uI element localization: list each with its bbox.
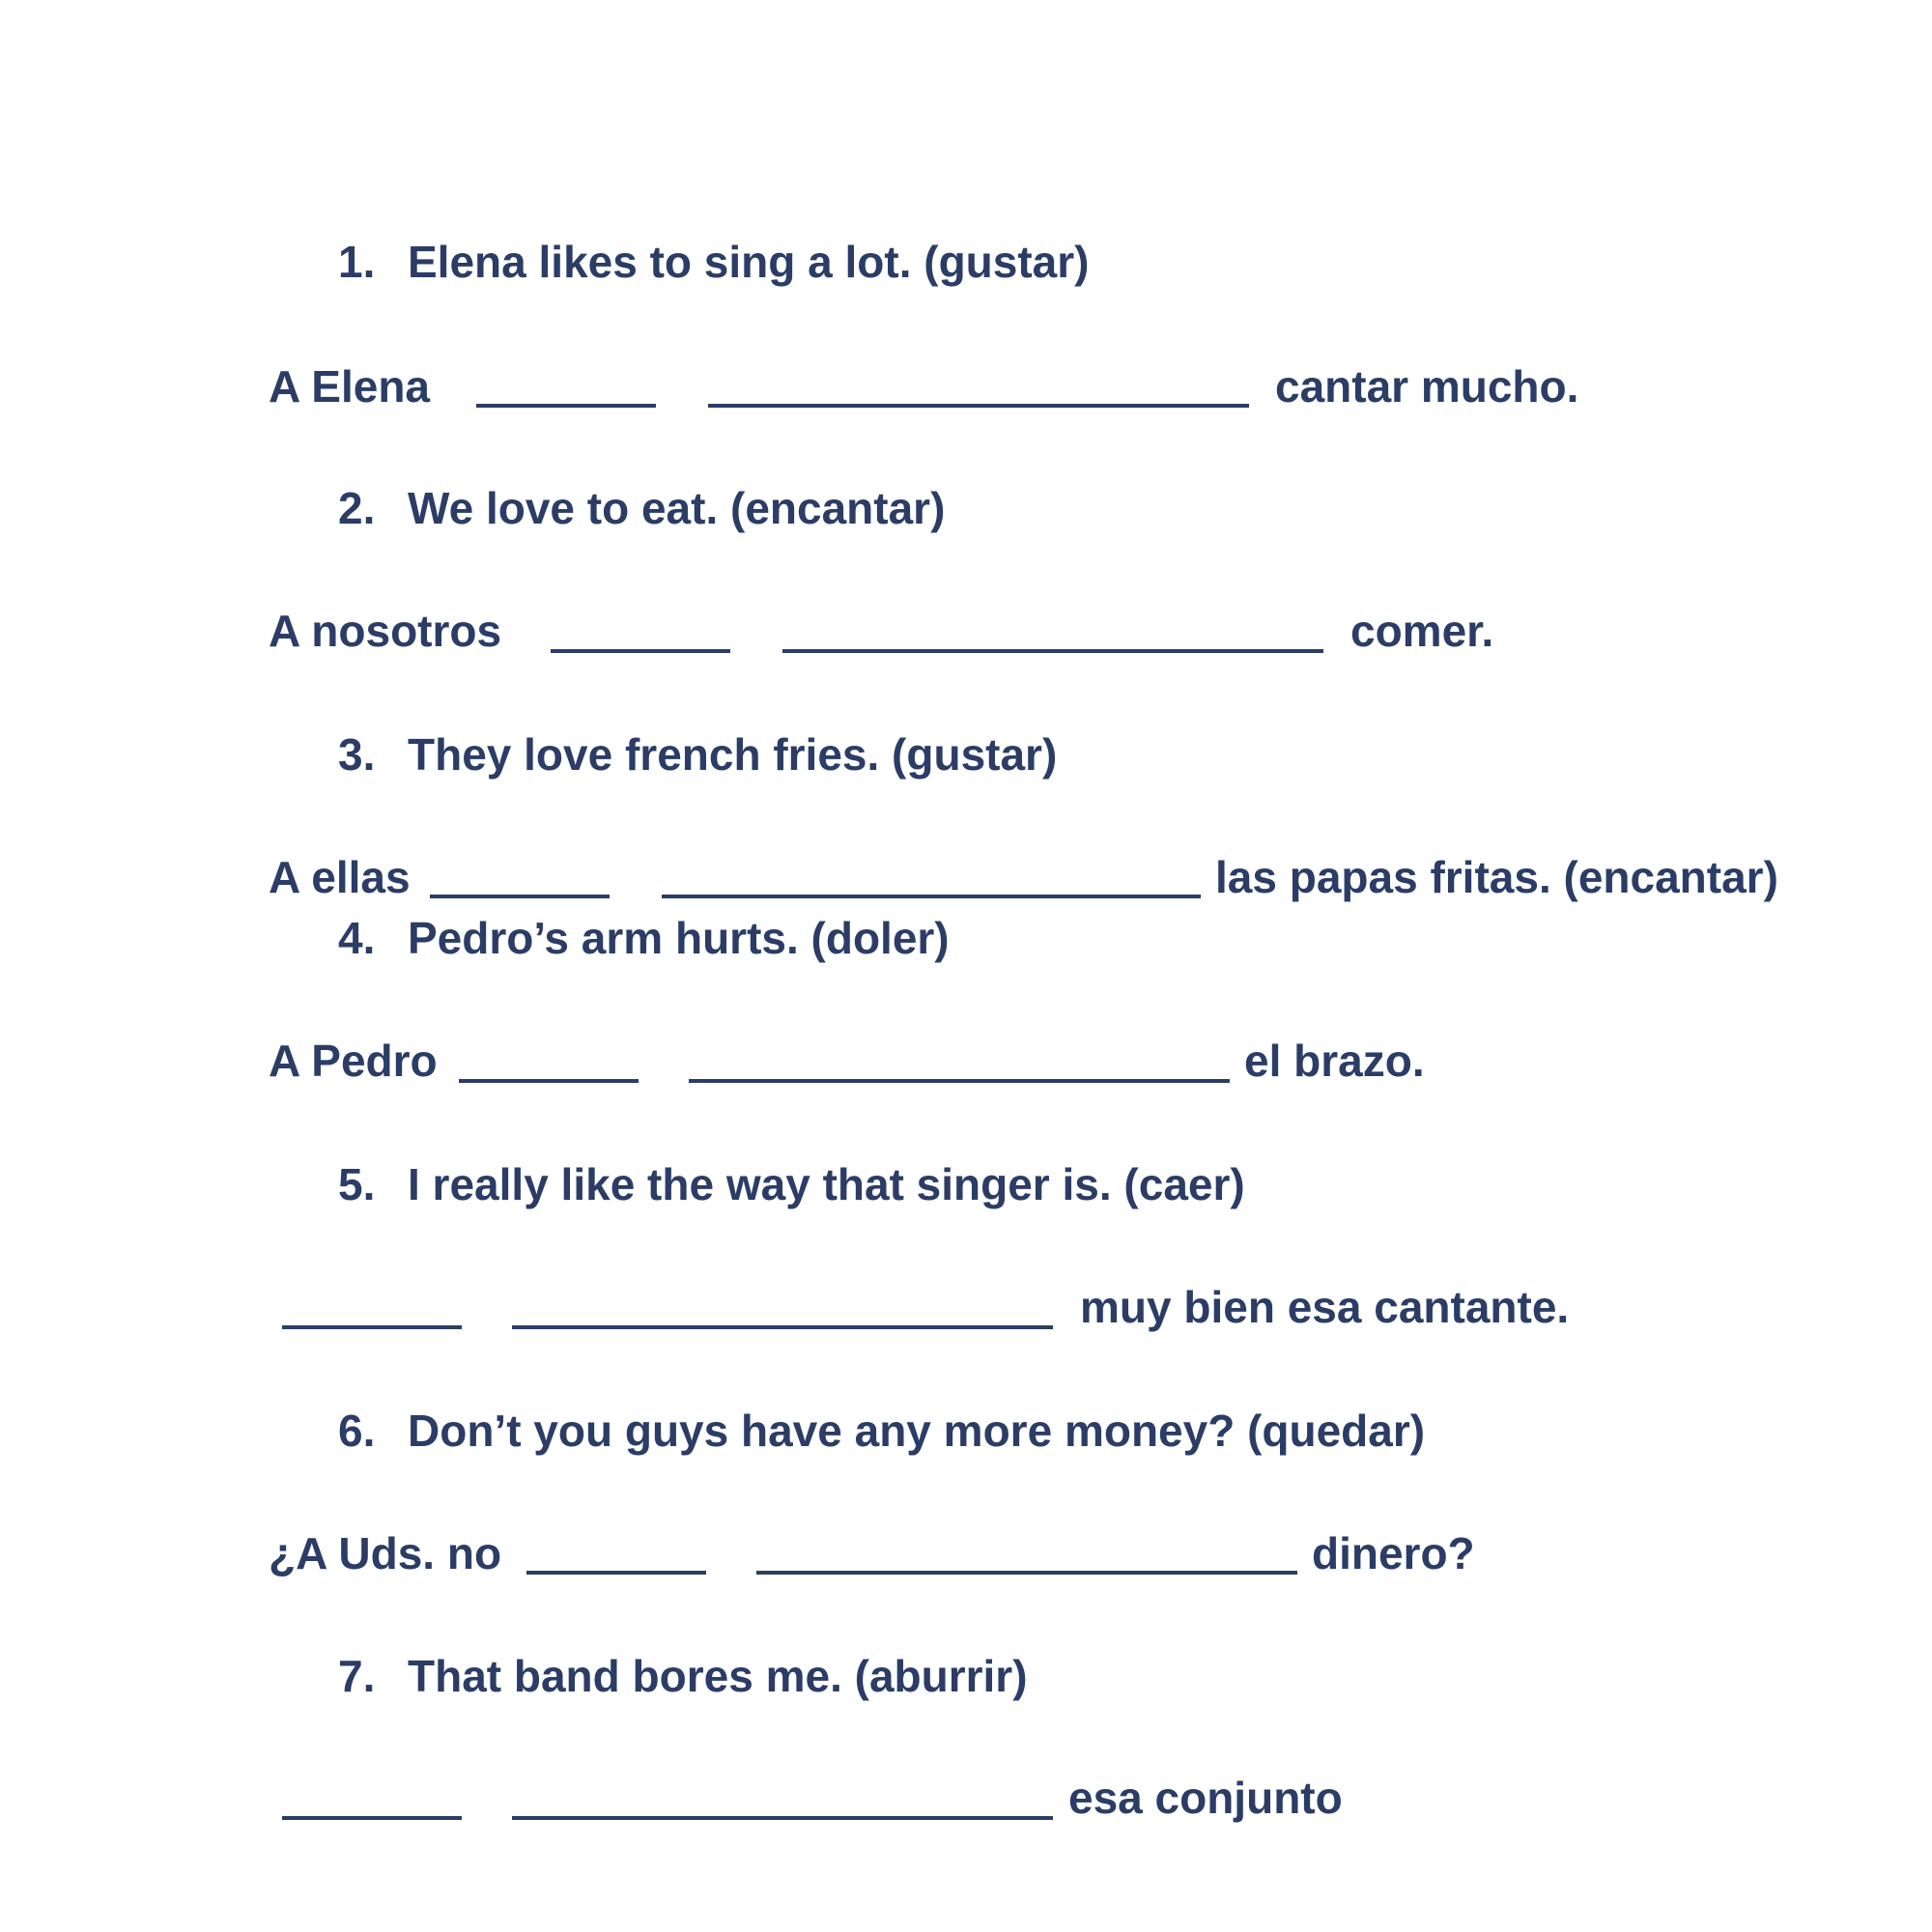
answer-lead: A Pedro <box>269 1036 438 1086</box>
question-number: 4. <box>338 913 376 963</box>
question-number: 1. <box>338 237 376 287</box>
answer-tail: comer. <box>1350 606 1494 656</box>
answer-lead: ¿A Uds. no <box>269 1528 502 1578</box>
answer-blank-long[interactable] <box>512 1816 1053 1820</box>
answer-blank-long[interactable] <box>708 404 1249 408</box>
question-prompt: They love french fries. (gustar) <box>408 729 1058 780</box>
answer-lead: A Elena <box>269 361 431 412</box>
answer-tail: esa conjunto <box>1068 1773 1343 1823</box>
answer-lead: A nosotros <box>269 606 502 656</box>
question-7 <box>338 1651 1028 1701</box>
answer-blank-short[interactable] <box>526 1571 706 1575</box>
question-1 <box>338 237 1090 287</box>
answer-blank-short[interactable] <box>551 649 730 653</box>
answer-tail: muy bien esa cantante. <box>1080 1282 1570 1332</box>
answer-blank-long[interactable] <box>662 895 1201 898</box>
answer-blank-short[interactable] <box>476 404 656 408</box>
question-prompt: We love to eat. (encantar) <box>408 483 946 533</box>
answer-blank-long[interactable] <box>756 1571 1297 1575</box>
question-prompt: Pedro’s arm hurts. (doler) <box>408 913 950 963</box>
question-number: 7. <box>338 1651 376 1701</box>
question-3 <box>338 729 1058 780</box>
answer-tail: las papas fritas. (encantar) <box>1215 852 1778 902</box>
answer-blank-short[interactable] <box>282 1816 462 1820</box>
question-2 <box>338 483 946 533</box>
answer-blank-long[interactable] <box>689 1079 1230 1083</box>
answer-blank-long[interactable] <box>782 649 1323 653</box>
answer-tail: cantar mucho. <box>1275 361 1579 412</box>
question-number: 2. <box>338 483 376 533</box>
answer-tail: el brazo. <box>1244 1036 1425 1086</box>
question-prompt: I really like the way that singer is. (caer) <box>408 1159 1245 1209</box>
question-prompt: Don’t you guys have any more money? (quedar) <box>408 1406 1426 1456</box>
answer-blank-short[interactable] <box>282 1325 462 1329</box>
question-prompt: Elena likes to sing a lot. (gustar) <box>408 237 1090 287</box>
question-number: 3. <box>338 729 376 780</box>
answer-blank-short[interactable] <box>459 1079 639 1083</box>
question-6 <box>338 1406 1426 1456</box>
question-number: 5. <box>338 1159 376 1209</box>
question-number: 6. <box>338 1406 376 1456</box>
question-5 <box>338 1159 1245 1209</box>
question-prompt: That band bores me. (aburrir) <box>408 1651 1028 1701</box>
answer-tail: dinero? <box>1312 1528 1475 1578</box>
question-4 <box>338 913 950 963</box>
answer-blank-short[interactable] <box>430 895 610 898</box>
answer-blank-long[interactable] <box>512 1325 1053 1329</box>
answer-lead: A ellas <box>269 852 411 902</box>
